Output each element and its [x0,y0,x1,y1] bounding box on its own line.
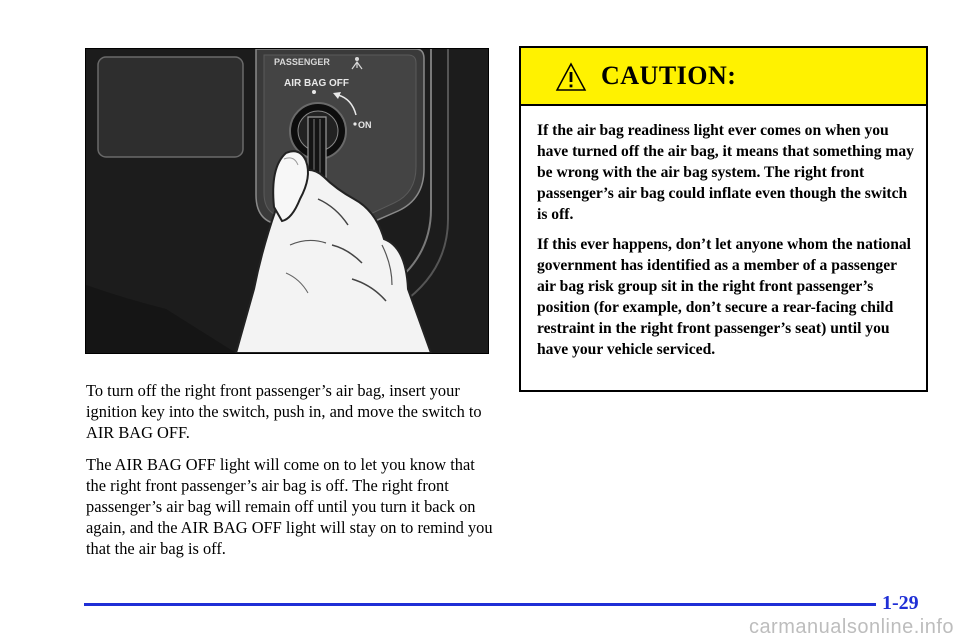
air-bag-off-label: AIR BAG OFF [284,78,349,89]
caution-paragraph-1: If the air bag readiness light ever comes on when you have turned off the air bag, it means that something may be wrong with the air bag system. The right front passenger’s air bag could inflate even though the switch is off. [537,122,914,223]
footer-rule [84,603,876,606]
warning-triangle-icon [555,61,587,93]
caution-box [519,46,928,392]
body-paragraph-2: The AIR BAG OFF light will come on to let you know that the right front passenger’s air bag is off. The right front passenger’s air bag will remain off until you turn it back on again, and the AIR BAG OFF light will stay on to remind you that the air bag is off. [86,455,493,558]
on-label: ON [358,120,372,130]
watermark: carmanualsonline.info [748,616,954,638]
air-bag-switch-illustration [85,48,489,354]
caution-title: CAUTION: [601,61,737,90]
body-paragraph-1: To turn off the right front passenger’s air bag, insert your ignition key into the switch, push in, and move the switch to AIR BAG OFF. [86,381,482,442]
caution-header [521,48,926,106]
body-text [86,380,494,570]
caution-body [521,106,926,360]
passenger-label: PASSENGER [274,57,330,67]
page-number: 1-29 [882,592,919,614]
caution-paragraph-2: If this ever happens, don’t let anyone whom the national government has identified as a member of a passenger air bag risk group sit in the right front passenger’s position (for example, don’t secure a rear-facing child restraint in the right front passenger’s seat) until you have your vehicle serviced. [537,236,911,358]
